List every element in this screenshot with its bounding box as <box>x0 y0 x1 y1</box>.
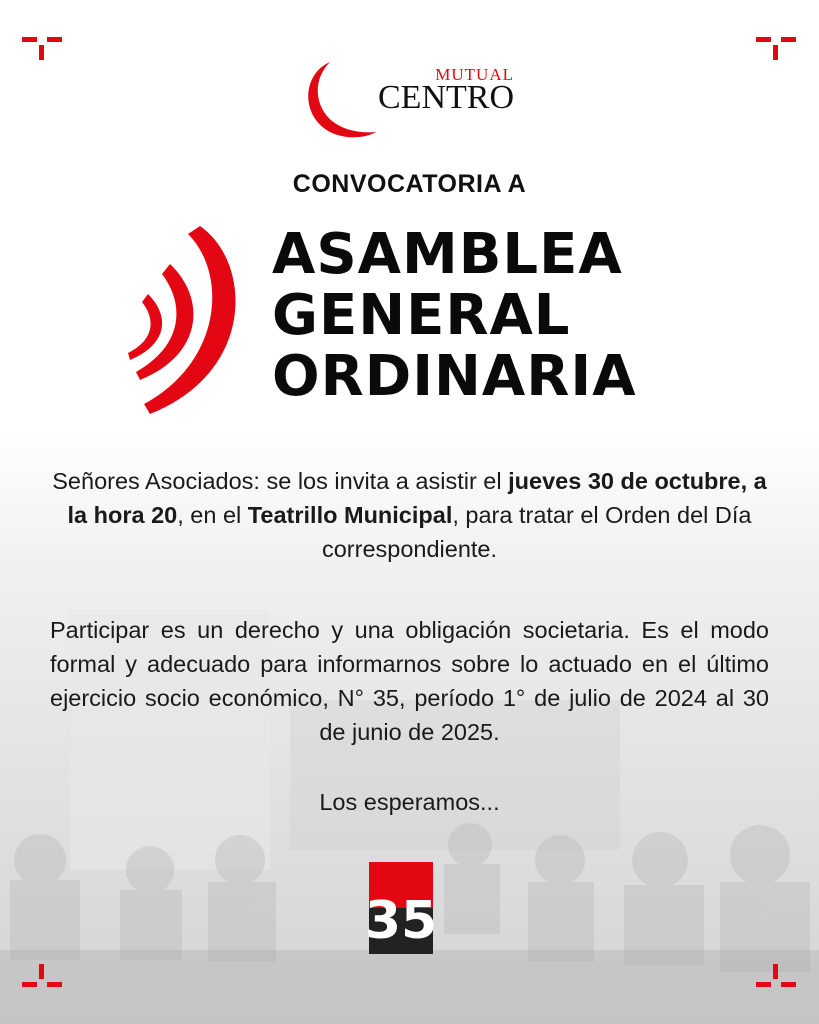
event-venue: Teatrillo Municipal <box>247 502 453 528</box>
logo-arc-icon <box>300 58 520 144</box>
invitation-paragraph <box>50 464 769 566</box>
event-title <box>272 224 637 407</box>
badge-number: 35 <box>364 891 438 951</box>
mutual-centro-logo <box>300 58 520 144</box>
title-line-1: ASAMBLEA <box>272 222 623 287</box>
heading: CONVOCATORIA A <box>292 170 527 198</box>
logo-line1: MUTUAL <box>435 65 514 84</box>
corner-mark-icon <box>756 20 796 60</box>
anniversary-badge <box>364 862 438 954</box>
text-segment: , para tratar el Orden del Día correspondiente. <box>321 502 752 562</box>
participation-paragraph: Participar es un derecho y una obligación societaria. Es el modo formal y adecuado para informarnos sobre lo actuado en el último ejercicio socio económico, N° 35, período 1° de julio de 2024 al 30 de junio de 2025. <box>50 617 769 745</box>
text-segment: Señores Asociados: se los invita a asistir el <box>52 468 509 494</box>
event-date-time: jueves 30 de octubre, a la hora 20 <box>67 468 767 528</box>
text-segment: , en el <box>177 502 248 528</box>
corner-mark-icon <box>756 964 796 1004</box>
title-line-2: GENERAL <box>272 283 571 348</box>
closing-text: Los esperamos... <box>319 789 500 815</box>
corner-mark-icon <box>22 20 62 60</box>
corner-mark-icon <box>22 964 62 1004</box>
logo-line2: CENTRO <box>378 79 514 116</box>
signal-waves-icon <box>118 222 248 417</box>
title-line-3: ORDINARIA <box>272 344 637 409</box>
